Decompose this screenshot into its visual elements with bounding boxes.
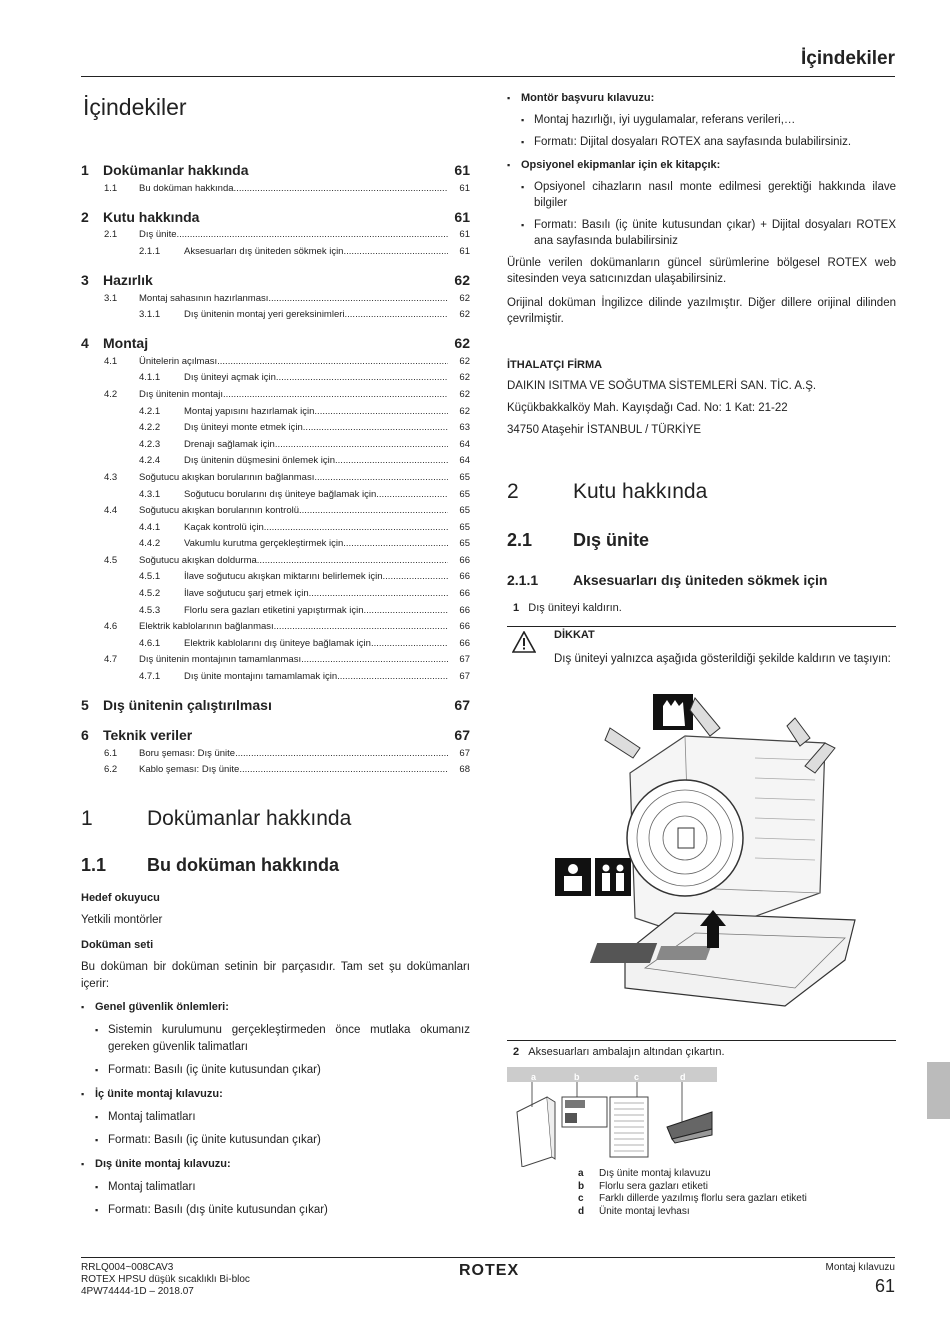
docset-list-continued <box>507 90 896 249</box>
toc-entry-title-text: Florlu sera gazları etiketini yapıştırmak için <box>184 604 364 616</box>
toc-leader-dots <box>309 588 448 599</box>
toc-entry <box>81 635 470 652</box>
toc-entry-title <box>139 621 448 632</box>
toc-entry <box>81 618 470 635</box>
importer-line: 34750 Ataşehir İSTANBUL / TÜRKİYE <box>507 424 702 436</box>
toc-chapter <box>81 270 470 290</box>
toc-entry-title <box>139 183 448 194</box>
legend-item <box>578 1168 807 1181</box>
toc-leader-dots <box>345 309 448 320</box>
toc-entry-number: 3.1.1 <box>139 309 161 321</box>
toc-entry-number: 4.6.1 <box>139 637 161 649</box>
toc-chapter-page: 67 <box>454 696 470 713</box>
doc-item-detail: ▪ Montaj talimatları <box>81 1179 470 1196</box>
toc-entry-number: 4.6 <box>104 621 118 633</box>
toc-chapter-number: 1 <box>81 162 89 178</box>
toc-entry-title-text: Dış ünitenin montajı <box>139 388 223 400</box>
toc-entry-page: 62 <box>459 405 470 417</box>
toc-entry <box>81 419 470 436</box>
footer-model: RRLQ004~008CAV3 <box>81 1262 174 1273</box>
chapter-1-heading <box>81 807 351 831</box>
toc-entry <box>81 469 470 486</box>
section-2-1-number: 2.1 <box>507 530 533 550</box>
doc-item-detail: ▪ Montaj hazırlığı, iyi uygulamalar, referans verileri,… <box>507 112 896 128</box>
footer-docnum: 4PW74444-1D – 2018.07 <box>81 1286 194 1297</box>
toc-entry-number: 2.1.1 <box>139 245 161 257</box>
toc-chapter-number: 6 <box>81 726 89 743</box>
toc-entry <box>81 180 470 197</box>
legend-text: Farklı dillerde yazılmış florlu sera gazları etiketi <box>599 1193 807 1204</box>
toc-entry-title <box>184 455 448 466</box>
toc-entry-page: 62 <box>459 292 470 304</box>
toc-entry-title <box>139 472 448 483</box>
warning-triangle-icon <box>512 631 536 658</box>
legend-text: Ünite montaj levhası <box>599 1205 690 1217</box>
docset-list <box>81 999 470 1219</box>
section-1-1-heading <box>81 855 339 876</box>
toc-entry-title-text: Dış üniteyi açmak için <box>184 372 276 384</box>
doc-item-detail: ▪ Formatı: Basılı (iç ünite kutusundan çıkar) <box>81 1062 470 1079</box>
toc-leader-dots <box>343 246 448 257</box>
toc-entry-page: 66 <box>459 588 470 600</box>
toc-entry <box>81 290 470 307</box>
toc-leader-dots <box>234 183 448 194</box>
toc-chapter-page: 61 <box>454 208 470 225</box>
page-title: İçindekiler <box>83 94 187 120</box>
toc-chapter-page: 62 <box>454 271 470 288</box>
toc-entry-title-text: Dış ünite montajını tamamlamak için <box>184 671 338 683</box>
toc-entry-page: 62 <box>459 372 470 384</box>
chapter-2-number: 2 <box>507 480 519 503</box>
toc-leader-dots <box>303 422 448 433</box>
toc-entry <box>81 585 470 602</box>
toc-entry <box>81 353 470 370</box>
caution-text: Dış üniteyi yalnızca aşağıda gösterildiği şekilde kaldırın ve taşıyın: <box>554 653 891 665</box>
toc-entry-title <box>139 748 448 759</box>
section-1-1-number: 1.1 <box>81 855 107 875</box>
chapter-2-title: Kutu hakkında <box>573 480 708 503</box>
chapter-side-tab <box>927 1062 950 1119</box>
toc-entry <box>81 569 470 586</box>
toc-entry-number: 4.3.1 <box>139 488 161 500</box>
toc-entry-title-text: Kablo şeması: Dış ünite <box>139 764 240 776</box>
toc-entry-page: 62 <box>459 309 470 321</box>
caution-label: DİKKAT <box>554 629 595 641</box>
step-1-number: 1 <box>513 602 520 614</box>
step-1 <box>513 602 622 614</box>
toc-entry-title <box>184 522 448 533</box>
legend-key: d <box>578 1205 585 1217</box>
table-of-contents <box>81 160 470 778</box>
toc-entry-number: 6.2 <box>104 764 118 776</box>
toc-entry-title-text: Dış ünite <box>139 229 177 241</box>
toc-entry-page: 65 <box>459 488 470 500</box>
doc-item-detail: ▪ Montaj talimatları <box>81 1109 470 1126</box>
toc-leader-dots <box>337 671 448 682</box>
toc-entry-page: 65 <box>459 521 470 533</box>
toc-entry-title-text: Dış üniteyi monte etmek için <box>184 422 303 434</box>
toc-leader-dots <box>235 748 448 759</box>
toc-entry-page: 67 <box>459 671 470 683</box>
toc-entry-title-text: Dış ünitenin montajının tamamlanması <box>139 654 302 666</box>
footer-product: ROTEX HPSU düşük sıcaklıklı Bi-bloc <box>81 1274 250 1285</box>
toc-leader-dots <box>264 522 448 533</box>
toc-leader-dots <box>314 406 448 417</box>
toc-entry-title <box>139 764 448 775</box>
section-2-1-heading <box>507 530 649 551</box>
toc-entry-number: 4.7.1 <box>139 671 161 683</box>
toc-entry-number: 4.4.2 <box>139 538 161 550</box>
toc-leader-dots <box>376 489 448 500</box>
toc-entry-title <box>184 309 448 320</box>
legend-key: c <box>578 1193 584 1204</box>
footer-doc-type: Montaj kılavuzu <box>825 1262 895 1273</box>
toc-entry-title <box>139 389 448 400</box>
toc-entry-title-text: Soğutucu akışkan doldurma <box>139 554 257 566</box>
toc-entry-page: 66 <box>459 554 470 566</box>
toc-chapter <box>81 725 470 745</box>
rotex-logo: ROTEX <box>459 1262 520 1279</box>
toc-entry-number: 4.3 <box>104 471 118 483</box>
toc-entry-title <box>184 638 448 649</box>
doc-item-title: ▪ Dış ünite montaj kılavuzu: <box>81 1156 470 1173</box>
toc-entry-title <box>139 505 448 516</box>
toc-chapter-number: 4 <box>81 334 89 351</box>
toc-entry-title <box>184 439 448 450</box>
toc-entry <box>81 602 470 619</box>
toc-entry-number: 4.2.4 <box>139 455 161 467</box>
header-title: İçindekiler <box>801 48 895 69</box>
importer-line: DAIKIN ISITMA VE SOĞUTMA SİSTEMLERİ SAN. TİC. A.Ş. <box>507 380 817 392</box>
chapter-1-body <box>81 890 470 1219</box>
step-2 <box>513 1046 725 1058</box>
toc-entry-page: 68 <box>459 764 470 776</box>
toc-leader-dots <box>239 764 448 775</box>
legend-key: b <box>578 1180 585 1192</box>
figure-callout-label: d <box>680 1072 686 1082</box>
gloves-icon <box>653 694 693 730</box>
toc-entry-title-text: Boru şeması: Dış ünite <box>139 747 236 759</box>
toc-chapter-page: 61 <box>454 162 470 178</box>
toc-entry <box>81 552 470 569</box>
toc-leader-dots <box>274 621 448 632</box>
toc-entry-number: 3.1 <box>104 292 118 304</box>
legend-text: Dış ünite montaj kılavuzu <box>599 1168 711 1179</box>
toc-entry-number: 4.2.2 <box>139 422 161 434</box>
toc-entry <box>81 306 470 323</box>
toc-entry-page: 64 <box>459 455 470 467</box>
doc-item-title: ▪ Genel güvenlik önlemleri: <box>81 999 470 1016</box>
accessories-illustration <box>507 1067 719 1172</box>
page-number: 61 <box>874 1276 895 1296</box>
legend-item <box>578 1193 807 1206</box>
toc-entry <box>81 652 470 669</box>
toc-entry-page: 61 <box>459 182 470 194</box>
toc-entry-number: 4.5.3 <box>139 604 161 616</box>
toc-leader-dots <box>275 439 448 450</box>
toc-chapter-title: Teknik veriler <box>103 726 193 743</box>
target-text: Yetkili montörler <box>81 914 163 926</box>
figure-legend <box>578 1168 807 1218</box>
legend-key: a <box>578 1168 584 1179</box>
doc-item-detail: ▪ Formatı: Basılı (iç ünite kutusundan çıkar) <box>81 1132 470 1149</box>
doc-item-detail: ▪ Formatı: Basılı (iç ünite kutusundan çıkar) + Dijital dosyaları ROTEX ana sayfasında bulabilirsiniz <box>507 217 896 249</box>
toc-entry-number: 4.1.1 <box>139 372 161 384</box>
toc-entry-page: 66 <box>459 621 470 633</box>
toc-entry-title-text: Ünitelerin açılması <box>139 355 218 367</box>
toc-entry-number: 2.1 <box>104 229 118 241</box>
toc-chapter <box>81 333 470 353</box>
figure-callout-label: c <box>634 1072 640 1082</box>
doc-item-detail: ▪ Formatı: Dijital dosyaları ROTEX ana sayfasında bulabilirsiniz. <box>507 134 896 150</box>
toc-entry-title <box>184 246 448 257</box>
toc-entry <box>81 386 470 403</box>
legend-item <box>578 1206 807 1219</box>
toc-entry <box>81 761 470 778</box>
step-1-text: Dış üniteyi kaldırın. <box>528 602 622 614</box>
toc-chapter <box>81 207 470 227</box>
toc-entry-page: 62 <box>459 388 470 400</box>
toc-leader-dots <box>217 356 448 367</box>
toc-entry-title-text: Kaçak kontrolü için <box>184 521 264 533</box>
toc-entry-page: 63 <box>459 422 470 434</box>
toc-entry-title-text: Soğutucu akışkan borularının kontrolü <box>139 505 300 517</box>
step-2-number: 2 <box>513 1046 520 1058</box>
toc-entry-number: 4.2.3 <box>139 438 161 450</box>
toc-chapter-page: 67 <box>454 726 470 743</box>
toc-leader-dots <box>276 372 448 383</box>
right-column-body <box>507 90 896 444</box>
toc-entry-page: 61 <box>459 229 470 241</box>
importer-line: Küçükbakkalköy Mah. Kayışdağı Cad. No: 1 Kat: 21-22 <box>507 402 788 414</box>
toc-chapter-title: Dış ünitenin çalıştırılması <box>103 696 272 713</box>
toc-chapter <box>81 160 470 180</box>
toc-entry-title-text: Vakumlu kurutma gerçekleştirmek için <box>184 538 344 550</box>
docset-label: Doküman seti <box>81 939 154 951</box>
toc-entry-title <box>184 571 448 582</box>
toc-entry-page: 64 <box>459 438 470 450</box>
toc-entry-page: 62 <box>459 355 470 367</box>
toc-entry-number: 4.2.1 <box>139 405 161 417</box>
doc-item-detail: ▪ Sistemin kurulumunu gerçekleştirmeden önce mutlaka okumanız gereken güvenlik talimatları <box>81 1022 470 1056</box>
toc-chapter-number: 5 <box>81 696 89 713</box>
toc-entry-title <box>184 372 448 383</box>
toc-entry-number: 4.1 <box>104 355 118 367</box>
toc-entry-title-text: Dış ünitenin düşmesini önlemek için <box>184 455 336 467</box>
importer-label: İTHALATÇI FİRMA <box>507 359 603 371</box>
toc-entry-number: 6.1 <box>104 747 118 759</box>
toc-entry <box>81 519 470 536</box>
toc-entry-number: 1.1 <box>104 182 118 194</box>
section-2-1-1-number: 2.1.1 <box>507 572 539 588</box>
toc-leader-dots <box>371 638 448 649</box>
toc-entry-page: 66 <box>459 571 470 583</box>
doc-item-detail: ▪ Formatı: Basılı (dış ünite kutusundan çıkar) <box>81 1202 470 1219</box>
toc-entry-title-text: İlave soğutucu şarj etmek için <box>184 588 309 600</box>
toc-entry <box>81 436 470 453</box>
toc-entry <box>81 453 470 470</box>
toc-entry-title <box>184 588 448 599</box>
toc-leader-dots <box>364 605 448 616</box>
section-2-1-1-heading <box>507 572 827 588</box>
toc-entry <box>81 745 470 762</box>
toc-entry-title-text: Bu doküman hakkında <box>139 182 234 194</box>
unit-lifting-illustration <box>555 688 900 1038</box>
header-rule <box>81 76 895 77</box>
figure-callout-label: b <box>574 1072 580 1082</box>
toc-leader-dots <box>299 505 448 516</box>
toc-entry-page: 65 <box>459 471 470 483</box>
toc-entry-title <box>184 671 448 682</box>
toc-entry <box>81 403 470 420</box>
toc-entry-number: 4.7 <box>104 654 118 666</box>
toc-chapter-title: Dokümanlar hakkında <box>103 162 249 178</box>
toc-entry-title-text: Montaj sahasının hazırlanması <box>139 292 269 304</box>
toc-entry-title-text: Aksesuarları dış üniteden sökmek için <box>184 245 344 257</box>
toc-entry-title-text: Elektrik kablolarının bağlanması <box>139 621 274 633</box>
toc-entry-page: 61 <box>459 245 470 257</box>
toc-entry <box>81 486 470 503</box>
para-versions: Ürünle verilen dokümanların güncel sürümlerine bölgesel ROTEX web sitesinden veya satıcınızdan ulaşabilirsiniz. <box>507 257 896 285</box>
step-2-text: Aksesuarları ambalajın altından çıkartın. <box>528 1046 725 1058</box>
toc-entry <box>81 243 470 260</box>
toc-chapter-page: 62 <box>454 334 470 351</box>
doc-item-title: ▪ İç ünite montaj kılavuzu: <box>81 1086 470 1103</box>
toc-entry-title <box>184 422 448 433</box>
toc-entry-title <box>139 654 448 665</box>
toc-entry-title-text: Dış ünitenin montaj yeri gereksinimleri <box>184 309 345 321</box>
toc-leader-dots <box>383 571 448 582</box>
toc-entry-title <box>139 555 448 566</box>
legend-text: Florlu sera gazları etiketi <box>599 1180 708 1192</box>
toc-leader-dots <box>177 229 449 240</box>
toc-chapter-number: 3 <box>81 271 89 288</box>
toc-chapter-title: Montaj <box>103 334 149 351</box>
toc-entry-page: 67 <box>459 654 470 666</box>
toc-entry-page: 65 <box>459 538 470 550</box>
toc-chapter-number: 2 <box>81 208 89 225</box>
toc-entry <box>81 370 470 387</box>
doc-item-detail: ▪ Opsiyonel cihazların nasıl monte edilmesi gerektiği hakkında ilave bilgiler <box>507 179 896 211</box>
toc-entry-title <box>139 229 448 240</box>
toc-leader-dots <box>223 389 448 400</box>
toc-entry-number: 4.4.1 <box>139 521 161 533</box>
toc-entry-page: 65 <box>459 505 470 517</box>
toc-leader-dots <box>343 538 448 549</box>
toc-chapter-title: Hazırlık <box>103 271 153 288</box>
footer-left <box>81 1262 250 1298</box>
toc-entry <box>81 668 470 685</box>
toc-entry <box>81 502 470 519</box>
toc-entry-page: 66 <box>459 604 470 616</box>
toc-entry-page: 67 <box>459 747 470 759</box>
toc-entry-number: 4.2 <box>104 388 118 400</box>
toc-leader-dots <box>301 654 448 665</box>
toc-entry <box>81 227 470 244</box>
caution-end-rule <box>507 1040 896 1041</box>
toc-entry-title <box>184 489 448 500</box>
toc-entry-number: 4.4 <box>104 505 118 517</box>
toc-entry-title-text: Elektrik kablolarını dış üniteye bağlamak için <box>184 637 371 649</box>
chapter-1-number: 1 <box>81 807 93 830</box>
doc-item-title: ▪ Opsiyonel ekipmanlar için ek kitapçık: <box>507 157 896 173</box>
two-persons-icon <box>555 858 631 896</box>
toc-entry-title-text: Soğutucu borularını dış üniteye bağlamak için <box>184 488 377 500</box>
toc-entry-title <box>139 356 448 367</box>
toc-entry-title-text: İlave soğutucu akışkan miktarını belirlemek için <box>184 571 383 583</box>
toc-entry-title-text: Soğutucu akışkan borularının bağlanması <box>139 471 315 483</box>
section-2-1-title: Dış ünite <box>573 530 650 550</box>
para-original-language: Orijinal doküman İngilizce dilinde yazılmıştır. Diğer dillere orijinal dilinden çevrilmiştir. <box>507 297 896 325</box>
toc-entry-number: 4.5.1 <box>139 571 161 583</box>
toc-entry <box>81 536 470 553</box>
doc-item-title: ▪ Montör başvuru kılavuzu: <box>507 90 896 106</box>
toc-entry-title <box>184 538 448 549</box>
toc-entry-title <box>184 605 448 616</box>
toc-leader-dots <box>314 472 448 483</box>
toc-leader-dots <box>335 455 448 466</box>
toc-chapter-title: Kutu hakkında <box>103 208 200 225</box>
toc-chapter <box>81 695 470 715</box>
docset-text: Bu doküman bir doküman setinin bir parçasıdır. Tam set şu dokümanları içerir: <box>81 961 470 990</box>
section-1-1-title: Bu doküman hakkında <box>147 855 340 875</box>
toc-entry-number: 4.5.2 <box>139 588 161 600</box>
toc-entry-title-text: Drenajı sağlamak için <box>184 438 275 450</box>
chapter-1-title: Dokümanlar hakkında <box>147 807 352 830</box>
section-2-1-1-title: Aksesuarları dış üniteden sökmek için <box>573 572 828 588</box>
toc-leader-dots <box>268 293 448 304</box>
toc-leader-dots <box>257 555 448 566</box>
toc-entry-title <box>184 406 448 417</box>
importer-address <box>507 378 896 438</box>
toc-entry-title <box>139 293 448 304</box>
target-label: Hedef okuyucu <box>81 892 160 904</box>
legend-item <box>578 1181 807 1194</box>
toc-entry-number: 4.5 <box>104 554 118 566</box>
toc-entry-page: 66 <box>459 637 470 649</box>
figure-callout-label: a <box>531 1072 537 1082</box>
chapter-2-heading <box>507 480 707 504</box>
caution-rule <box>507 626 896 627</box>
toc-entry-title-text: Montaj yapısını hazırlamak için <box>184 405 315 417</box>
footer-rule <box>81 1257 895 1258</box>
